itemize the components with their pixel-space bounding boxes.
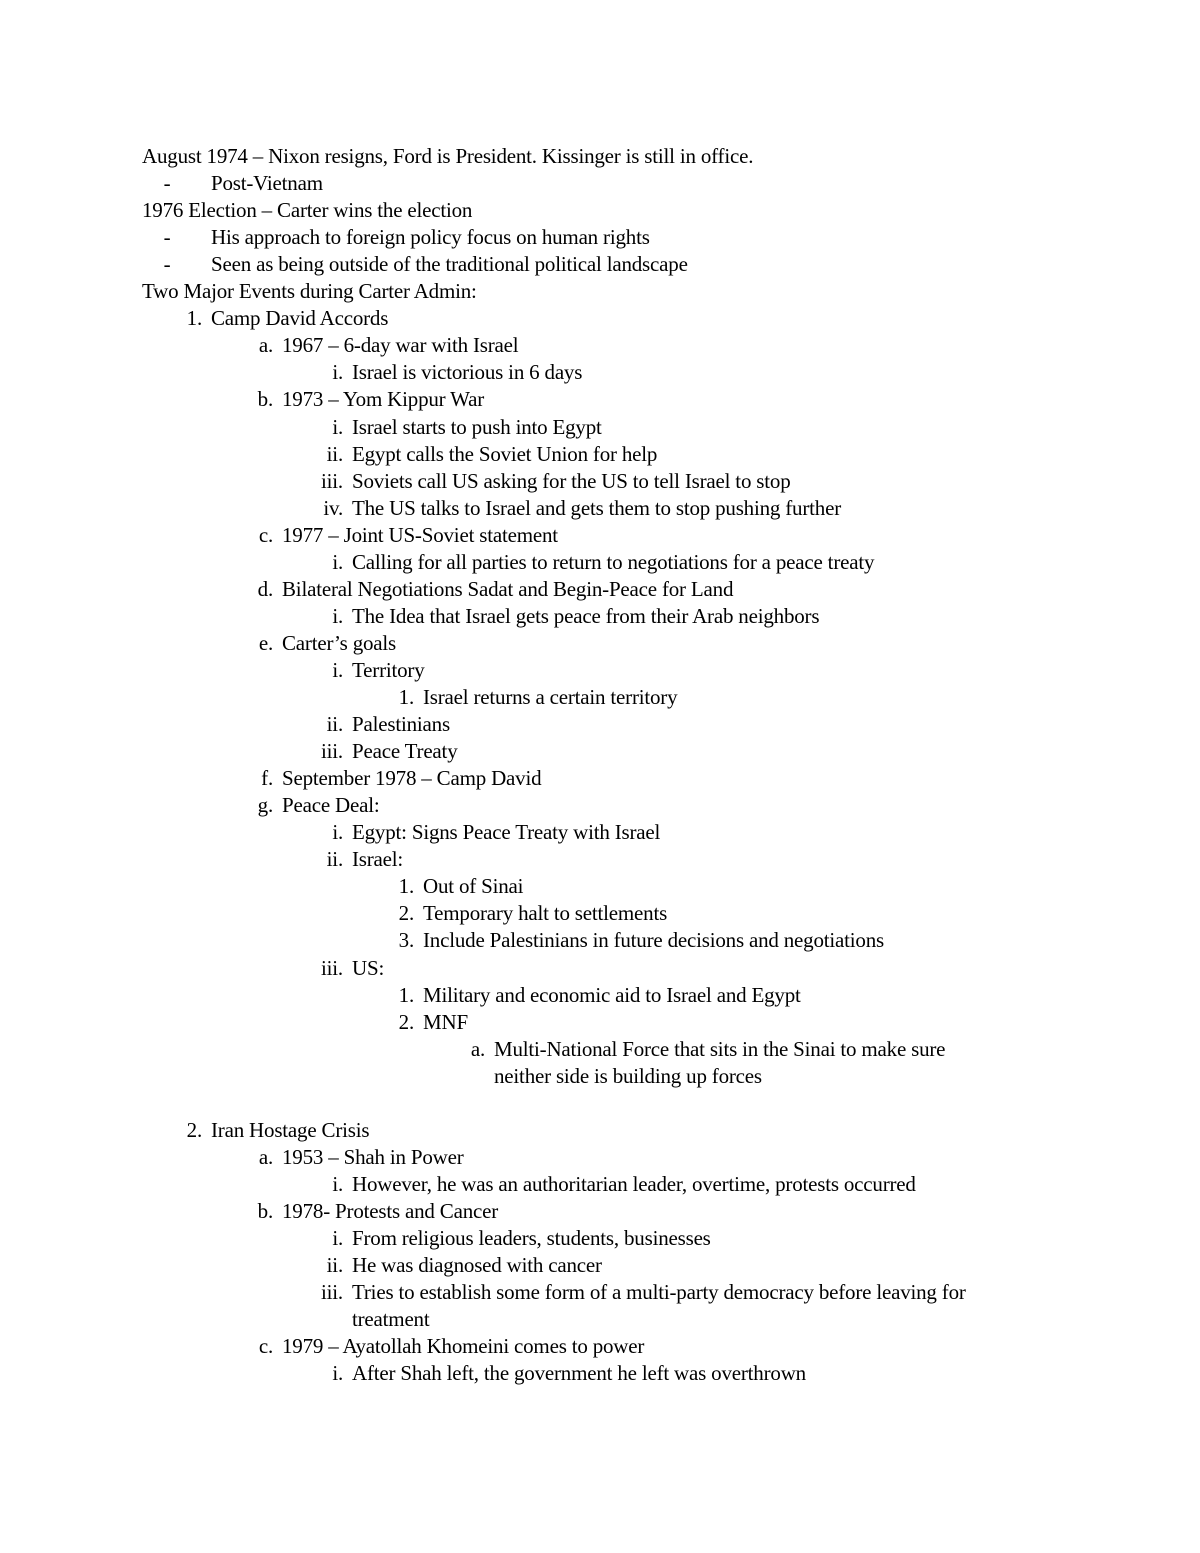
list-item-text: His approach to foreign policy focus on human rights <box>211 225 650 250</box>
list-marker: ii. <box>326 712 343 737</box>
list-marker: c. <box>258 1334 273 1359</box>
list-marker: 3. <box>398 928 414 953</box>
list-item-text: 1979 – Ayatollah Khomeini comes to power <box>282 1334 645 1359</box>
list-item-text: 1973 – Yom Kippur War <box>282 387 484 412</box>
list-item-text: Palestinians <box>352 712 450 737</box>
list-item-text: From religious leaders, students, businesses <box>352 1226 711 1250</box>
list-marker: c. <box>258 522 273 547</box>
list-marker: i. <box>332 414 343 439</box>
list-item-text: Military and economic aid to Israel and Egypt <box>423 982 801 1007</box>
list-item-text: 1976 Election – Carter wins the election <box>142 198 473 223</box>
list-marker: i. <box>332 1226 343 1250</box>
list-item-text: neither side is building up forces <box>494 1063 762 1088</box>
list-item-text: Egypt: Signs Peace Treaty with Israel <box>352 820 661 845</box>
list-marker: a. <box>470 1036 485 1061</box>
list-marker: 1. <box>186 306 202 331</box>
list-marker: 1. <box>398 685 414 709</box>
list-item-text: treatment <box>352 1307 430 1332</box>
list-marker: b. <box>257 387 273 412</box>
list-item-text: After Shah left, the government he left was overthrown <box>352 1361 806 1386</box>
list-marker: e. <box>258 630 273 655</box>
list-item-text: Carter’s goals <box>282 630 397 655</box>
list-item-text: However, he was an authoritarian leader, overtime, protests occurred <box>352 1171 916 1196</box>
list-item-text: Israel starts to push into Egypt <box>352 414 602 439</box>
list-item-text: MNF <box>423 1009 468 1034</box>
list-item-text: Multi-National Force that sits in the Sinai to make sure <box>494 1036 946 1061</box>
list-item-text: Territory <box>352 657 425 682</box>
list-item-text: Soviets call US asking for the US to tell Israel to stop <box>352 468 791 493</box>
list-marker: ii. <box>326 1253 343 1278</box>
list-item-text: Israel is victorious in 6 days <box>352 360 583 385</box>
list-marker: 1. <box>398 982 414 1007</box>
list-marker: i. <box>332 603 343 628</box>
list-item-text: Bilateral Negotiations Sadat and Begin-Peace for Land <box>282 576 734 601</box>
list-marker: iii. <box>321 468 343 493</box>
list-item-text: Calling for all parties to return to negotiations for a peace treaty <box>352 549 875 574</box>
list-item-text: Israel: <box>352 847 404 872</box>
list-marker: iv. <box>323 495 343 520</box>
list-marker: f. <box>261 766 273 791</box>
list-marker: - <box>163 225 171 250</box>
list-marker: i. <box>332 1361 343 1386</box>
list-marker: i. <box>332 360 343 385</box>
list-marker: i. <box>332 549 343 574</box>
list-item-text: Seen as being outside of the traditional political landscape <box>211 252 688 277</box>
list-marker: 2. <box>398 1009 414 1034</box>
list-item-text: US: <box>352 955 385 980</box>
list-marker: i. <box>332 820 343 845</box>
list-marker: d. <box>257 576 273 601</box>
list-item-text: 1977 – Joint US-Soviet statement <box>282 522 558 547</box>
list-item-text: Tries to establish some form of a multi-party democracy before leaving for <box>352 1280 966 1305</box>
list-marker: 2. <box>186 1117 202 1142</box>
list-marker: ii. <box>326 441 343 466</box>
list-item-text: Out of Sinai <box>423 874 524 899</box>
list-item-text: Post-Vietnam <box>211 171 323 196</box>
list-marker: iii. <box>321 955 343 980</box>
list-item-text: Peace Deal: <box>282 793 380 818</box>
list-item-text: Peace Treaty <box>352 739 458 764</box>
list-item-text: Two Major Events during Carter Admin: <box>142 279 477 304</box>
list-item-text: 1953 – Shah in Power <box>282 1144 464 1169</box>
list-marker: 2. <box>398 901 414 926</box>
list-item-text: Iran Hostage Crisis <box>211 1117 370 1142</box>
list-marker: iii. <box>321 1280 343 1305</box>
list-item-text: August 1974 – Nixon resigns, Ford is President. Kissinger is still in office. <box>142 144 754 168</box>
list-item-text: The US talks to Israel and gets them to stop pushing further <box>352 495 841 520</box>
list-marker: ii. <box>326 847 343 872</box>
list-item-text: 1967 – 6-day war with Israel <box>282 333 519 358</box>
list-item-text: Temporary halt to settlements <box>423 901 668 926</box>
list-marker: - <box>163 171 171 196</box>
list-marker: a. <box>258 333 273 358</box>
list-marker: 1. <box>398 874 414 899</box>
list-marker: - <box>163 252 171 277</box>
list-marker: iii. <box>321 739 343 764</box>
list-item-text: September 1978 – Camp David <box>282 766 542 791</box>
list-marker: g. <box>257 793 273 818</box>
list-item-text: The Idea that Israel gets peace from their Arab neighbors <box>352 603 820 628</box>
list-item-text: Israel returns a certain territory <box>423 685 678 709</box>
list-item-text: 1978- Protests and Cancer <box>282 1198 499 1223</box>
list-item-text: Egypt calls the Soviet Union for help <box>352 441 658 466</box>
list-marker: a. <box>258 1144 273 1169</box>
list-item-text: Camp David Accords <box>211 306 389 331</box>
list-marker: i. <box>332 1171 343 1196</box>
list-marker: i. <box>332 657 343 682</box>
list-item-text: He was diagnosed with cancer <box>352 1253 602 1278</box>
list-item-text: Include Palestinians in future decisions and negotiations <box>423 928 884 953</box>
list-marker: b. <box>257 1198 273 1223</box>
